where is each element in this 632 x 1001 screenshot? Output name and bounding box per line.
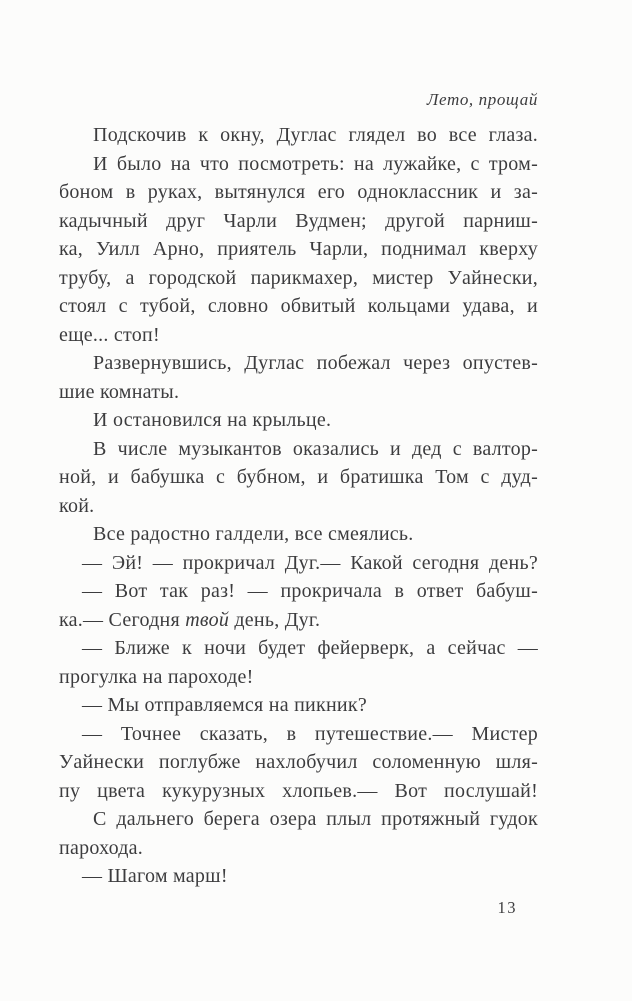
text-line (59, 207, 538, 236)
text-line (59, 292, 538, 321)
text-line (59, 777, 538, 806)
text-line (59, 520, 538, 549)
text-segment: — Мы отправляемся на пикник? (82, 694, 367, 716)
text-segment: Подскочив к окну, Дуглас глядел во все глаза. (93, 124, 538, 146)
text-segment: боном в руках, вытянулся его одноклассник и за- (59, 181, 538, 203)
text-segment: ной, и бабушка с бубном, и братишка Том с дуд- (59, 466, 538, 488)
emphasized-word: твой (185, 608, 230, 631)
text-line (59, 577, 538, 606)
text-segment: ка.— Сегодня (59, 608, 186, 631)
text-segment: кой. (59, 494, 95, 517)
text-line (59, 121, 538, 150)
text-line (59, 634, 538, 663)
text-segment: ка, Уилл Арно, приятель Чарли, поднимал кверху (59, 238, 538, 260)
paragraph (59, 150, 538, 350)
running-header: Лето, прощай (426, 90, 538, 109)
text-segment: пу цвета кукурузных хлопьев.— Вот послушай! (59, 779, 538, 802)
paragraph (59, 121, 538, 150)
text-segment: кадычный друг Чарли Вудмен; другой парниш- (59, 209, 538, 232)
text-line (59, 691, 538, 720)
paragraph (59, 349, 538, 406)
text-line (59, 805, 538, 834)
paragraph (59, 720, 538, 806)
paragraph (59, 520, 538, 549)
text-line (59, 435, 538, 464)
text-segment: парохода. (59, 836, 144, 859)
text-line (59, 720, 538, 749)
text-segment: И остановился на крыльце. (93, 409, 332, 431)
text-line (59, 549, 538, 578)
text-line (59, 406, 538, 435)
paragraph (59, 634, 538, 691)
text-line (59, 178, 538, 207)
text-line (59, 150, 538, 179)
text-segment: еще... стоп! (59, 323, 160, 346)
page-body (59, 121, 538, 891)
text-segment: И было на что посмотреть: на лужайке, с тром- (93, 152, 538, 175)
text-segment: прогулка на пароходе! (59, 665, 254, 688)
text-line (59, 748, 538, 777)
text-line (59, 235, 538, 264)
text-segment: — Эй! — прокричал Дуг.— Какой сегодня день? (82, 551, 538, 574)
paragraph (59, 406, 538, 435)
text-segment: В числе музыкантов оказались и дед с валтор- (93, 437, 538, 460)
text-segment: день, Дуг. (229, 608, 321, 631)
paragraph (59, 691, 538, 720)
text-line (59, 463, 538, 492)
text-segment: Развернувшись, Дуглас побежал через опустев- (93, 352, 538, 374)
paragraph (59, 577, 538, 634)
text-line (59, 349, 538, 378)
text-segment: — Вот так раз! — прокричала в ответ бабуш- (82, 580, 538, 602)
paragraph (59, 805, 538, 862)
text-line (59, 862, 538, 891)
text-line (59, 492, 538, 521)
text-segment: Уайнески поглубже нахлобучил соломенную шля- (59, 751, 538, 773)
paragraph (59, 862, 538, 891)
text-segment: — Шагом марш! (82, 865, 228, 887)
paragraph (59, 549, 538, 578)
text-segment: шие комнаты. (59, 380, 180, 403)
text-line (59, 264, 538, 293)
text-segment: С дальнего берега озера плыл протяжный гудок (93, 808, 538, 830)
page-number: 13 (497, 898, 517, 917)
text-segment: стоял с тубой, словно обвитый кольцами удава, и (59, 295, 538, 317)
text-line (59, 606, 538, 635)
text-segment: Все радостно галдели, все смеялись. (93, 523, 414, 545)
text-line (59, 321, 538, 350)
text-segment: трубу, а городской парикмахер, мистер Уайнески, (59, 266, 538, 289)
text-line (59, 834, 538, 863)
paragraph (59, 435, 538, 521)
text-segment: — Ближе к ночи будет фейерверк, а сейчас — (82, 637, 538, 659)
text-line (59, 663, 538, 692)
text-segment: — Точнее сказать, в путешествие.— Мистер (82, 722, 538, 745)
text-line (59, 378, 538, 407)
